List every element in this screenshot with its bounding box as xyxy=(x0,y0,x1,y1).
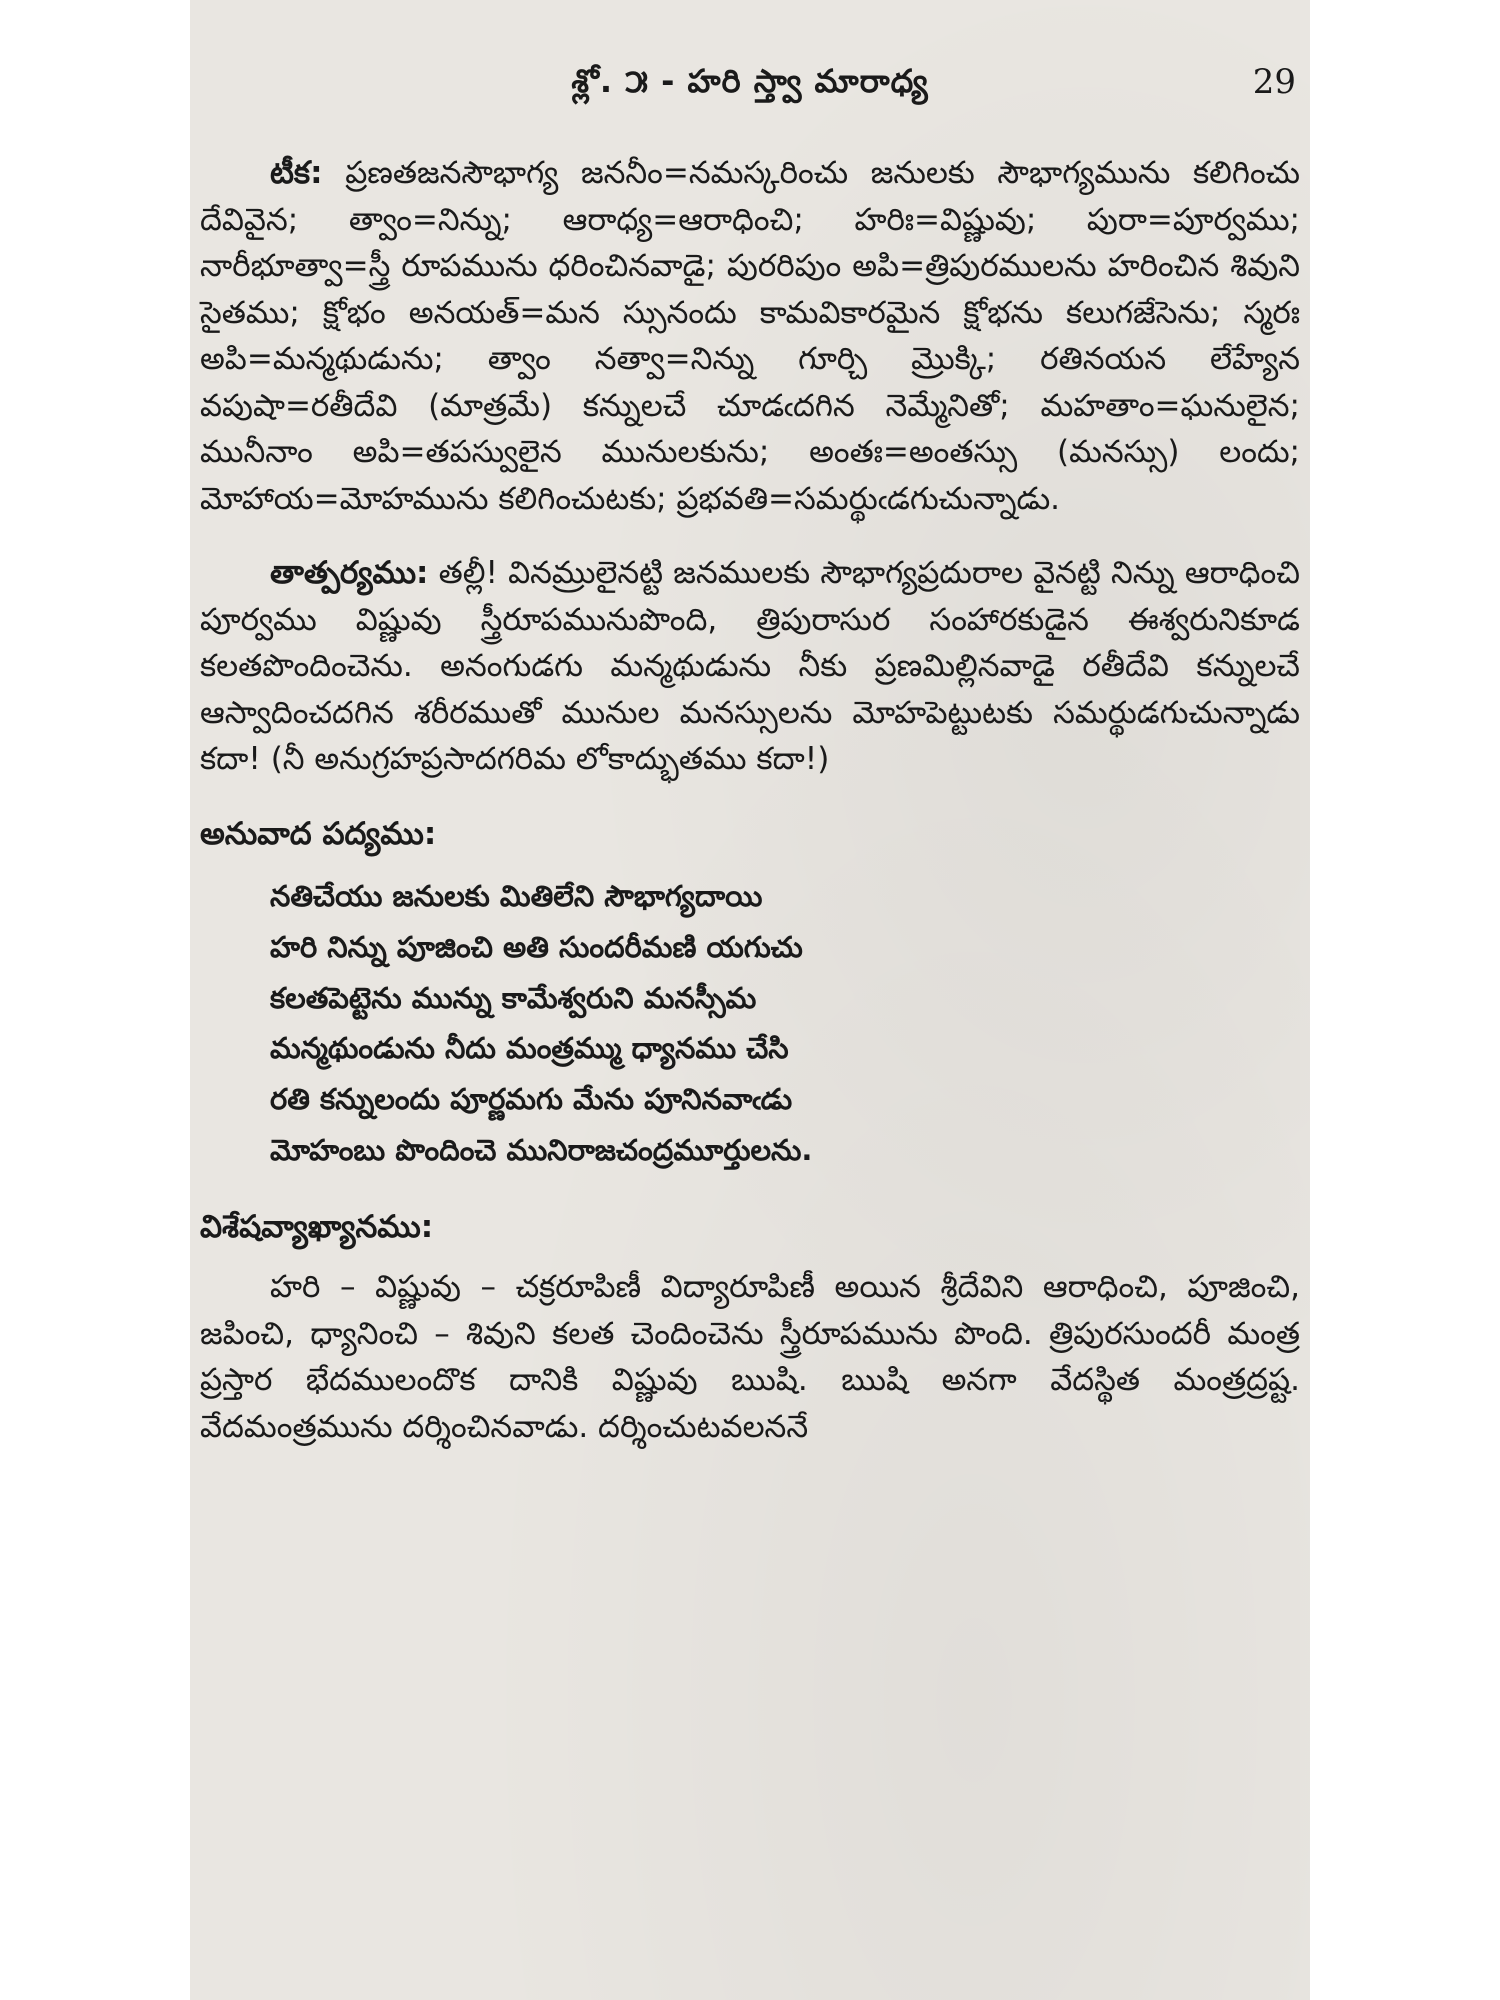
commentary-text: ప్రణతజనసౌభాగ్య జననీం=నమస్కరించు జనులకు సౌభాగ్యమును కలిగించు దేవివైన; త్వాం=నిన్ను; ఆరాధ్య=ఆరాధించి; హరిః=విష్ణువు; పురా=పూర్వము; నారీభూత్వా=స్త్రీ రూపమును ధరించినవాడై; పురరిపుం అపి=త్రిపురములను హరించిన శివుని సైతము; క్షోభం అనయత్=మన స్సునందు కామవికారమైన క్షోభను కలుగజేసెను; స్మరః అపి=మన్మథుడును; త్వాం నత్వా=నిన్ను గూర్చి మ్రొక్కి; రతినయన లేహ్యేన వపుషా=రతీదేవి (మాత్రమే) కన్నులచే చూడఁదగిన నెమ్మేనితో; మహతాం=ఘనులైన; మునీనాం అపి=తపస్వులైన మునులకును; అంతః=అంతస్సు (మనస్సు) లందు; మోహాయ=మోహమును కలిగించుటకు; ప్రభవతి=సమర్థుఁడగుచున్నాడు. xyxy=(200,155,1300,517)
verse-line: నతిచేయు జనులకు మితిలేని సౌభాగ్యదాయి xyxy=(270,879,763,913)
commentary-label: టీక: xyxy=(270,155,323,191)
meaning-paragraph xyxy=(200,550,1300,783)
verse-line: కలతపెట్టెను మున్ను కామేశ్వరుని మనస్సీమ xyxy=(270,980,757,1015)
running-title: శ్లో. ౫ - హరి స్త్వా మారాధ్య xyxy=(571,62,929,100)
page-content xyxy=(200,150,1300,1478)
commentary-paragraph xyxy=(200,150,1300,522)
meaning-label: తాత్పర్యము: xyxy=(270,555,429,591)
meaning-text: తల్లీ! వినమ్రులైనట్టి జనములకు సౌభాగ్యప్రదురాల వైనట్టి నిన్ను ఆరాధించి పూర్వము విష్ణువు స్త్రీరూపమునుపొంది, త్రిపురాసుర సంహారకుడైన ఈశ్వరునికూడ కలతపొందించెను. అనంగుడగు మన్మథుడును నీకు ప్రణమిల్లినవాడై రతీదేవి కన్నులచే ఆస్వాదించదగిన శరీరముతో మునుల మనస్సులను మోహపెట్టుటకు సమర్థుడగుచున్నాడు కదా! (నీ అనుగ్రహప్రసాదగరిమ లోకాద్భుతము కదా!) xyxy=(200,555,1300,777)
verse-line: మోహంబు పొందించె మునిరాజచంద్రమూర్తులను. xyxy=(270,1132,813,1167)
page-number: 29 xyxy=(1252,62,1296,102)
translation-verse xyxy=(270,871,1300,1176)
verse-line: మన్మథుండును నీదు మంత్రమ్ము ధ్యానము చేసి xyxy=(270,1031,789,1066)
translation-verse-heading: అనువాద పద్యము: xyxy=(200,815,437,852)
page-header xyxy=(190,62,1310,122)
verse-line: రతి కన్నులందు పూర్ణమగు మేను పూనినవాఁడు xyxy=(270,1082,793,1116)
special-explanation-heading: విశేషవ్యాఖ్యానము: xyxy=(200,1208,434,1245)
book-page xyxy=(190,0,1310,2000)
special-explanation-paragraph: హరి – విష్ణువు – చక్రరూపిణీ విద్యారూపిణీ అయిన శ్రీదేవిని ఆరాధించి, పూజించి, జపించి, ధ్యానించి – శివుని కలత చెందించెను స్త్రీరూపమును పొంది. త్రిపురసుందరీ మంత్ర ప్రస్తార భేదములందొక దానికి విష్ణువు ఋషి. ఋషి అనగా వేదస్థిత మంత్రద్రష్ట. వేదమంత్రమును దర్శించినవాడు. దర్శించుటవలననే xyxy=(200,1269,1300,1445)
verse-line: హరి నిన్ను పూజించి అతి సుందరీమణి యగుచు xyxy=(270,929,803,964)
